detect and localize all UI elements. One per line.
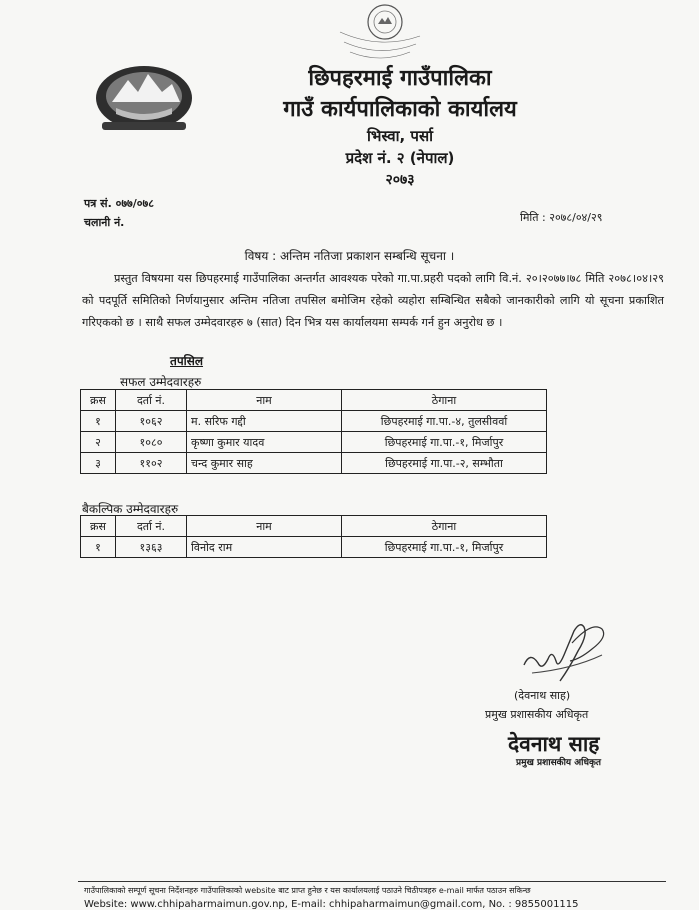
handwritten-signature [512,615,622,690]
col-reg-no: दर्ता नं. [116,516,187,537]
name-stamp: देवनाथ साह [508,732,600,756]
office-place: भिस्वा, पर्सा [367,127,433,145]
notice-body: प्रस्तुत विषयमा यस छिपहरमाई गाउँपालिका अन्तर्गत आवश्यक परेको गा.पा.प्रहरी पदको लागि वि.नं. २०।२०७७।७८ मिति २०७८।०४।२९ को पदपूर्ति समितिको निर्णयानुसार अन्तिम नतिजा तपसिल बमोजिम रहेको व्यहोरा सम्बिन्धित सबैको जानकारीको लागि यो सूचना प्रकाशित गरिएकको छ । साथै सफल उम्मेदवारहरु ७ (सात) दिन भित्र यस कार्यालयमा सम्पर्क गर्न हुन अनुरोध छ । [82,272,664,329]
cell-reg-no: १३६३ [116,537,187,558]
cell-address: छिपहरमाई गा.पा.-४, तुलसीवर्वा [342,411,547,432]
table-row [81,453,547,474]
letter-date: मिति : २०७८/०४/२९ [520,211,603,224]
table-header-row [81,516,547,537]
cell-serial: १ [81,537,116,558]
col-address: ठेगाना [342,390,547,411]
cell-name: चन्द कुमार साह [187,453,342,474]
cell-reg-no: ११०२ [116,453,187,474]
cell-serial: १ [81,411,116,432]
col-serial: क्रस [81,516,116,537]
alternate-candidates-table [80,515,547,558]
footer-contact: Website: www.chhipaharmaimun.gov.np, E-mail: chhipaharmaimun@gmail.com, No. : 9855001115 [84,899,579,910]
footer-notice: गाउँपालिकाको सम्पूर्ण सूचना निर्देशनहरु गाउँपालिकाको website बाट प्राप्त हुनेछ र यस कार्यालयलाई पठाउने चिठीपत्रहरु e-mail मार्फत पठाउन सकिन्छ [84,886,531,895]
subject-line: विषय : अन्तिम नतिजा प्रकाशन सम्बन्धि सूचना । [244,249,455,263]
cell-address: छिपहरमाई गा.पा.-१, मिर्जापुर [342,432,547,453]
office-name: गाउँ कार्यपालिकाको कार्यालय [283,97,517,122]
col-reg-no: दर्ता नं. [116,390,187,411]
province-line: प्रदेश नं. २ (नेपाल) [345,149,455,167]
table-row [81,411,547,432]
reference-number: पत्र सं. ०७७/०७८ [84,197,154,210]
title-stamp: प्रमुख प्रशासकीय अधिकृत [516,758,602,768]
col-serial: क्रस [81,390,116,411]
col-name: नाम [187,390,342,411]
signatory-name: (देवनाथ साह) [514,689,571,702]
signatory-title: प्रमुख प्रशासकीय अधिकृत [485,708,589,721]
cell-name: म. सरिफ गद्दी [187,411,342,432]
cell-serial: २ [81,432,116,453]
col-address: ठेगाना [342,516,547,537]
dispatch-number: चलानी नं. [84,216,125,229]
details-heading: तपसिल [170,354,204,368]
successful-candidates-heading: सफल उम्मेदवारहरु [120,375,202,389]
cell-reg-no: १०६२ [116,411,187,432]
cell-name: विनोद राम [187,537,342,558]
cell-name: कृष्णा कुमार यादव [187,432,342,453]
cell-address: छिपहरमाई गा.पा.-२, सम्भौता [342,453,547,474]
alternate-candidates-heading: बैकल्पिक उम्मेदवारहरु [82,502,179,516]
established-year: २०७३ [385,172,415,188]
cell-address: छिपहरमाई गा.पा.-१, मिर्जापुर [342,537,547,558]
table-row [81,432,547,453]
municipality-name: छिपहरमाई गाउँपालिका [308,66,492,91]
cell-reg-no: १०८० [116,432,187,453]
footer-divider [78,881,666,882]
table-header-row [81,390,547,411]
nepal-emblem-icon [92,62,196,134]
col-name: नाम [187,516,342,537]
successful-candidates-table [80,389,547,474]
office-stamp [330,2,428,64]
cell-serial: ३ [81,453,116,474]
table-row [81,537,547,558]
